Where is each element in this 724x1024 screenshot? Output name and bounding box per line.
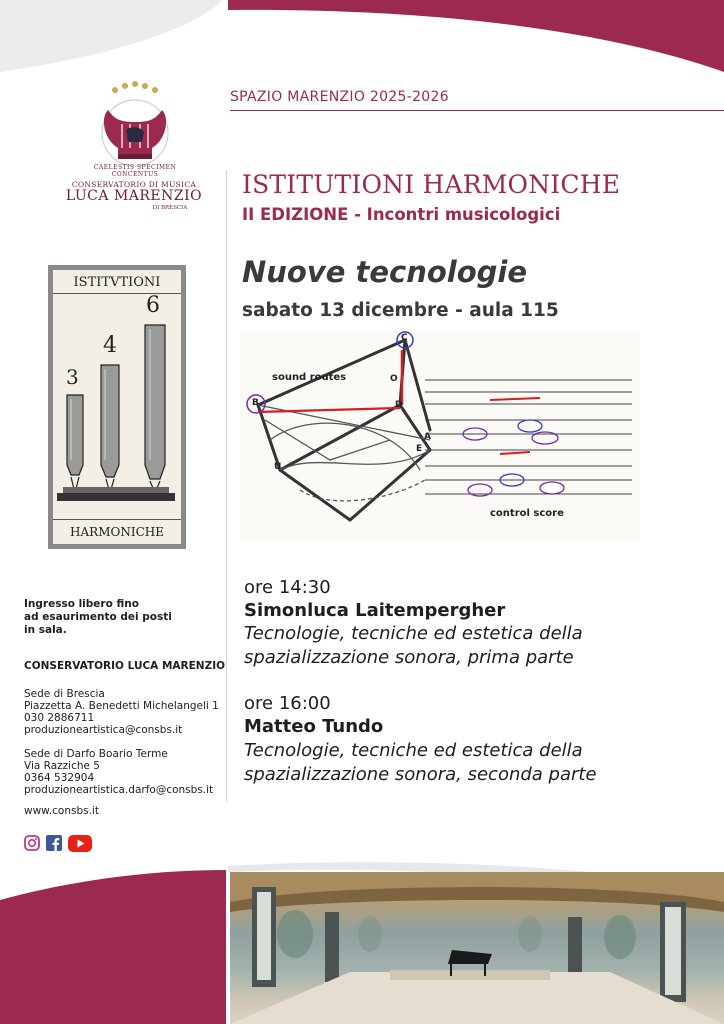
pipe-number-6: 6 [146,293,160,318]
entry-line3: in sala. [24,624,67,636]
event-1-time: ore 14:30 [244,577,331,598]
pipe-number-3: 3 [66,365,79,389]
concert-hall-photo [230,872,724,1024]
facebook-icon[interactable] [46,835,62,851]
logo-line2: LUCA MARENZIO [65,188,203,204]
series-label: SPAZIO MARENZIO 2025-2026 [230,89,449,105]
diagram-node-e: E [416,444,423,454]
diagram-label-score: control score [490,508,564,519]
page-subtitle: II EDIZIONE - Incontri musicologici [242,205,561,224]
darfo-label: Sede di Darfo Boario Terme [24,748,168,760]
topic-heading: Nuove tecnologie [242,255,528,289]
darfo-address: Via Razziche 5 [24,760,100,772]
diagram-node-c: C [401,333,408,343]
sound-routes-diagram [240,330,640,540]
event-1-talk-line2: spazializzazione sonora, prima parte [244,647,574,668]
diagram-node-o: O [390,374,398,384]
brescia-phone[interactable]: 030 2886711 [24,712,95,724]
diagram-label-routes: sound routes [272,372,347,383]
instagram-icon[interactable] [24,835,40,851]
website-link[interactable]: www.consbs.it [24,805,99,817]
entry-line1: Ingresso libero fino [24,598,139,610]
event-2-talk-line1: Tecnologie, tecniche ed estetica della [244,740,583,761]
logo-line1: CONSERVATORIO DI MUSICA [71,180,197,189]
header-divider [230,110,724,111]
organ-pipes-illustration [53,295,181,513]
event-2-time: ore 16:00 [244,693,331,714]
brescia-label: Sede di Brescia [24,688,105,700]
event-2-speaker: Matteo Tundo [244,716,384,737]
logo-line3: DI BRESCIA [152,205,188,211]
event-2-talk-line2: spazializzazione sonora, seconda parte [244,764,597,785]
diagram-node-d: D [395,400,403,410]
book-engraving-image [48,265,186,549]
event-1-speaker: Simonluca Laitempergher [244,600,506,621]
diagram-node-u: U [274,462,282,472]
diagram-node-a: A [424,432,431,442]
date-place: sabato 13 dicembre - aula 115 [242,300,559,321]
column-divider [226,170,227,802]
page-title: ISTITUTIONI HARMONICHE [242,170,621,199]
darfo-email[interactable]: produzioneartistica.darfo@consbs.it [24,784,214,796]
diagram-node-b: B [252,398,259,408]
pipe-number-4: 4 [103,333,117,358]
youtube-icon[interactable] [68,835,92,852]
brescia-address: Piazzetta A. Benedetti Michelangeli 1 [24,700,219,712]
book-top-label: ISTITVTIONI [73,275,161,290]
institution-name: CONSERVATORIO LUCA MARENZIO [24,660,226,672]
logo-motto: CAELESTIS SPECIMEN CONCENTUS [93,164,177,178]
lyre-crest-icon [70,78,200,178]
event-1-talk-line1: Tecnologie, tecniche ed estetica della [244,623,583,644]
brescia-email[interactable]: produzioneartistica@consbs.it [24,724,183,736]
book-bottom-label: HARMONICHE [70,525,164,539]
darfo-phone[interactable]: 0364 532904 [24,772,95,784]
entry-line2: ad esaurimento dei posti [24,611,172,623]
